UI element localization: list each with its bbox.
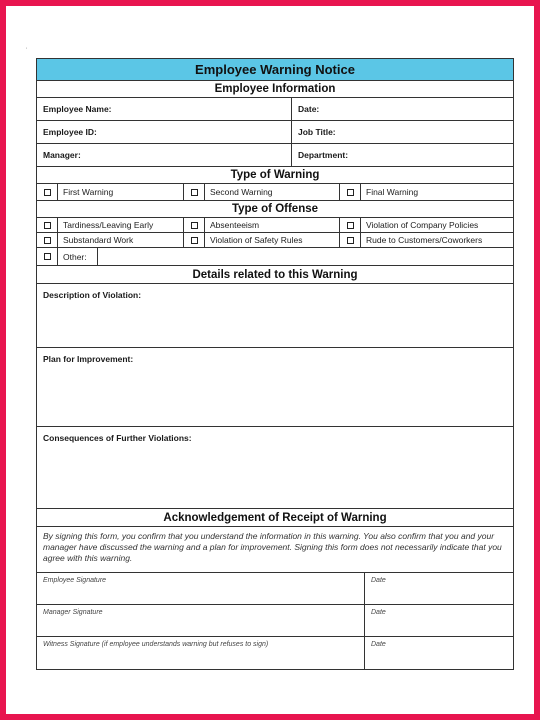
offense-option[interactable] <box>183 233 339 247</box>
witness-signature-row <box>37 637 513 669</box>
witness-date-field[interactable]: Date <box>364 637 513 669</box>
checkbox[interactable] <box>184 218 204 232</box>
witness-signature-field[interactable]: Witness Signature (if employee understands warning but refuses to sign) <box>43 641 269 648</box>
type-of-offense-heading: Type of Offense <box>37 201 513 218</box>
checkbox[interactable] <box>184 184 204 200</box>
checkbox[interactable] <box>340 233 360 247</box>
offense-label: Violation of Company Policies <box>360 218 513 232</box>
ack-text: By signing this form, you confirm that you understand the information in this warning. You also confirm that you and your manager have discussed the warning and a plan for improvement. Signing this form does not necessarily indicate that you agree with this warning. <box>43 531 502 563</box>
offense-option[interactable] <box>339 233 513 247</box>
warning-label: Final Warning <box>360 184 513 200</box>
manager-field[interactable]: Manager: <box>43 150 81 160</box>
ack-text-row <box>37 527 513 573</box>
offense-row-1 <box>37 218 513 233</box>
checkbox[interactable] <box>340 184 360 200</box>
description-label: Description of Violation: <box>43 290 142 300</box>
checkbox[interactable] <box>37 184 57 200</box>
checkbox[interactable] <box>37 218 57 232</box>
manager-signature-field[interactable]: Manager Signature <box>43 609 103 616</box>
checkbox[interactable] <box>340 218 360 232</box>
job-title-field[interactable]: Job Title: <box>291 121 513 143</box>
offense-label: Substandard Work <box>57 233 183 247</box>
employee-signature-row <box>37 573 513 605</box>
department-field[interactable]: Department: <box>291 144 513 166</box>
offense-option[interactable] <box>37 218 183 232</box>
offense-option[interactable] <box>339 218 513 232</box>
warning-option[interactable] <box>37 184 183 200</box>
page-mark: ' <box>26 48 28 54</box>
offense-label: Rude to Customers/Coworkers <box>360 233 513 247</box>
employee-name-field[interactable]: Employee Name: <box>43 104 112 114</box>
date-field[interactable]: Date: <box>291 98 513 120</box>
plan-area[interactable] <box>37 348 513 427</box>
offense-label: Violation of Safety Rules <box>204 233 339 247</box>
checkbox[interactable] <box>184 233 204 247</box>
offense-option[interactable] <box>183 218 339 232</box>
employee-signature-field[interactable]: Employee Signature <box>43 577 107 584</box>
plan-label: Plan for Improvement: <box>43 354 134 364</box>
offense-label: Absenteeism <box>204 218 339 232</box>
offense-row-2 <box>37 233 513 248</box>
manager-signature-row <box>37 605 513 637</box>
info-row-manager <box>37 144 513 167</box>
info-row-name <box>37 98 513 121</box>
checkbox[interactable] <box>37 248 57 265</box>
checkbox[interactable] <box>37 233 57 247</box>
warning-label: Second Warning <box>204 184 339 200</box>
other-offense-row <box>37 248 513 266</box>
employee-date-field[interactable]: Date <box>364 573 513 604</box>
ack-heading: Acknowledgement of Receipt of Warning <box>37 509 513 527</box>
consequences-label: Consequences of Further Violations: <box>43 433 192 443</box>
info-row-id <box>37 121 513 144</box>
consequences-area[interactable] <box>37 427 513 509</box>
document-page <box>6 6 534 714</box>
employee-info-heading: Employee Information <box>37 81 513 98</box>
warning-form <box>36 58 514 670</box>
description-area[interactable] <box>37 284 513 348</box>
warning-option[interactable] <box>339 184 513 200</box>
warning-label: First Warning <box>57 184 183 200</box>
offense-label: Tardiness/Leaving Early <box>57 218 183 232</box>
details-heading: Details related to this Warning <box>37 266 513 284</box>
manager-date-field[interactable]: Date <box>364 605 513 636</box>
other-label: Other: <box>57 248 97 265</box>
warning-types-row <box>37 184 513 201</box>
offense-option[interactable] <box>37 233 183 247</box>
employee-id-field[interactable]: Employee ID: <box>43 127 97 137</box>
warning-option[interactable] <box>183 184 339 200</box>
type-of-warning-heading: Type of Warning <box>37 167 513 184</box>
other-input[interactable] <box>97 248 513 265</box>
form-title: Employee Warning Notice <box>37 59 513 81</box>
